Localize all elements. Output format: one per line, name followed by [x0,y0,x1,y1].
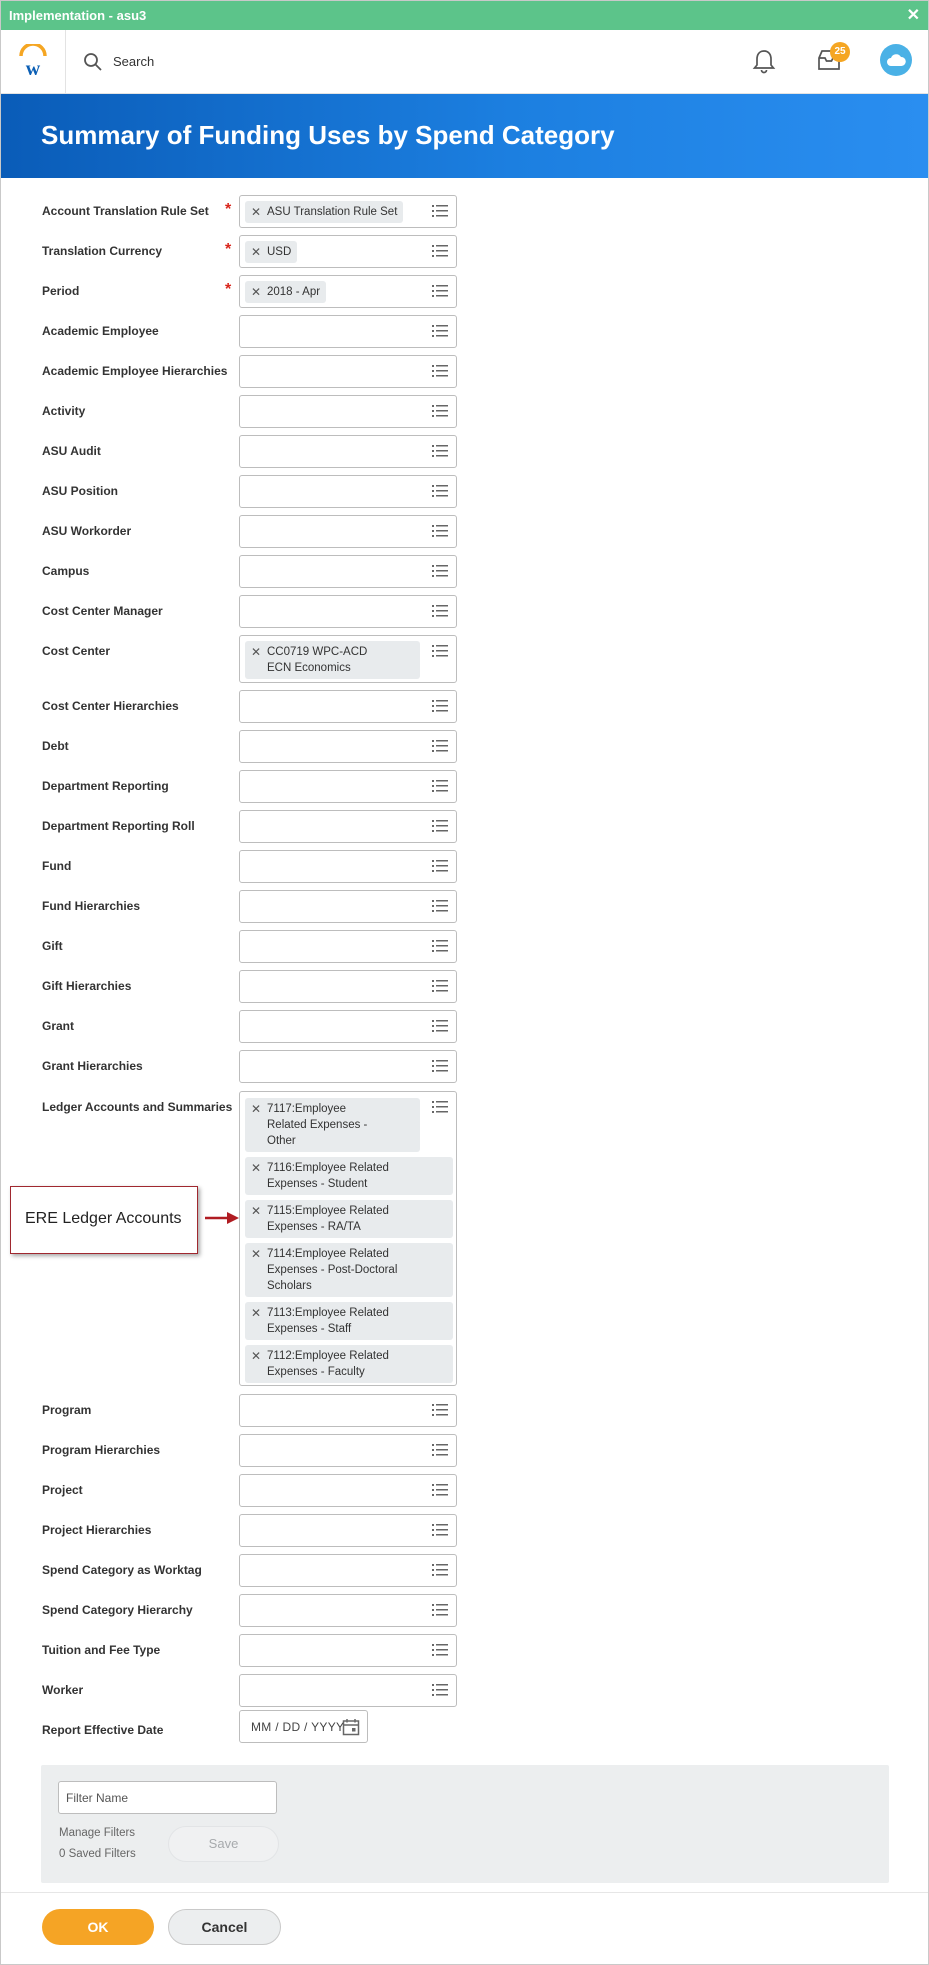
remove-icon[interactable]: ✕ [251,1247,262,1261]
academic-employee-hierarchies-field[interactable] [239,355,457,388]
list-prompt-icon[interactable] [432,700,448,712]
remove-icon[interactable]: ✕ [251,285,262,299]
pill-text: Related Expenses - [267,1119,368,1131]
label-academic-employee-hierarchies: Academic Employee Hierarchies [42,364,228,378]
list-prompt-icon[interactable] [432,645,448,657]
pill-text: 7113:Employee Related [267,1307,389,1319]
remove-icon[interactable]: ✕ [251,245,262,259]
required-marker: * [225,281,232,298]
spend-category-hierarchy-field[interactable] [239,1594,457,1627]
calendar-icon[interactable] [342,1718,360,1736]
selected-item-pill [245,1243,453,1297]
svg-text:w: w [25,58,41,78]
label-campus: Campus [42,564,90,578]
inbox-count-badge: 25 [830,42,850,62]
academic-employee-field[interactable] [239,315,457,348]
list-prompt-icon[interactable] [432,820,448,832]
selected-item-pill [245,641,420,679]
pill-text: Scholars [267,1280,312,1292]
asu-position-field[interactable] [239,475,457,508]
pill-text: 7116:Employee Related [267,1162,389,1174]
label-department-reporting: Department Reporting [42,779,169,793]
program-field[interactable] [239,1394,457,1427]
fund-hierarchies-field[interactable] [239,890,457,923]
asu-workorder-field[interactable] [239,515,457,548]
label-project-hierarchies: Project Hierarchies [42,1523,152,1537]
remove-icon[interactable]: ✕ [251,645,262,659]
pill-text: 2018 - Apr [267,286,321,298]
label-spend-category-as-worktag: Spend Category as Worktag [42,1563,202,1577]
label-activity: Activity [42,404,86,418]
list-prompt-icon[interactable] [432,1020,448,1032]
saved-filters-count: 0 Saved Filters [59,1848,136,1860]
list-prompt-icon[interactable] [432,1060,448,1072]
list-prompt-icon[interactable] [432,1684,448,1696]
list-prompt-icon[interactable] [432,525,448,537]
remove-icon[interactable]: ✕ [251,1306,262,1320]
date-placeholder: MM / DD / YYYY [251,1720,345,1734]
list-prompt-icon[interactable] [432,285,448,297]
department-reporting-field[interactable] [239,770,457,803]
annotation-callout [10,1186,198,1254]
list-prompt-icon[interactable] [432,940,448,952]
save-filter-button[interactable]: Save [168,1826,279,1862]
project-hierarchies-field[interactable] [239,1514,457,1547]
filter-panel [41,1765,889,1883]
report-effective-date-input[interactable] [239,1710,368,1743]
window-title: Implementation - asu3 [9,8,147,23]
label-fund: Fund [42,859,72,873]
list-prompt-icon[interactable] [432,1524,448,1536]
label-worker: Worker [42,1683,84,1697]
list-prompt-icon[interactable] [432,485,448,497]
page-title: Summary of Funding Uses by Spend Category [41,120,615,150]
pill-text: Expenses - Post-Doctoral [267,1264,398,1276]
label-cost-center-hierarchies: Cost Center Hierarchies [42,699,179,713]
footer-divider [1,1892,928,1893]
top-navigation-bar [1,30,928,94]
label-account-translation-rule-set: Account Translation Rule Set [42,204,209,218]
label-gift: Gift [42,939,63,953]
selected-item-pill [245,241,297,263]
list-prompt-icon[interactable] [432,780,448,792]
remove-icon[interactable]: ✕ [251,1349,262,1363]
label-cost-center-manager: Cost Center Manager [42,604,163,618]
account-translation-rule-set-field[interactable] [239,195,457,228]
workday-logo[interactable] [1,30,66,93]
pill-text: 7114:Employee Related [267,1248,389,1260]
activity-field[interactable] [239,395,457,428]
remove-icon[interactable]: ✕ [251,1102,262,1116]
list-prompt-icon[interactable] [432,365,448,377]
cost-center-hierarchies-field[interactable] [239,690,457,723]
filter-name-placeholder: Filter Name [66,1791,129,1805]
list-prompt-icon[interactable] [432,1444,448,1456]
pill-text: 7115:Employee Related [267,1205,389,1217]
callout-text: ERE Ledger Accounts [25,1210,182,1227]
department-reporting-roll-field[interactable] [239,810,457,843]
tuition-and-fee-type-field[interactable] [239,1634,457,1667]
search-input[interactable]: Search [113,54,155,69]
program-hierarchies-field[interactable] [239,1434,457,1467]
filter-name-input[interactable] [58,1781,277,1814]
label-spend-category-hierarchy: Spend Category Hierarchy [42,1603,193,1617]
label-grant-hierarchies: Grant Hierarchies [42,1059,143,1073]
label-gift-hierarchies: Gift Hierarchies [42,979,132,993]
bell-icon[interactable] [752,48,776,74]
pill-text: USD [267,246,292,258]
list-prompt-icon[interactable] [432,245,448,257]
list-prompt-icon[interactable] [432,1404,448,1416]
list-prompt-icon[interactable] [432,565,448,577]
list-prompt-icon[interactable] [432,325,448,337]
campus-field[interactable] [239,555,457,588]
remove-icon[interactable]: ✕ [251,1204,262,1218]
pill-text: ASU Translation Rule Set [267,206,398,218]
label-translation-currency: Translation Currency [42,244,163,258]
cloud-avatar-icon[interactable] [880,44,912,76]
list-prompt-icon[interactable] [432,405,448,417]
gift-hierarchies-field[interactable] [239,970,457,1003]
label-grant: Grant [42,1019,75,1033]
close-icon[interactable]: ✕ [906,7,920,24]
selected-item-pill [245,1302,453,1340]
worker-field[interactable] [239,1674,457,1707]
debt-field[interactable] [239,730,457,763]
cost-center-manager-field[interactable] [239,595,457,628]
pill-text: ECN Economics [267,662,351,674]
cost-center-field[interactable] [239,635,457,683]
label-tuition-and-fee-type: Tuition and Fee Type [42,1643,161,1657]
label-asu-workorder: ASU Workorder [42,524,132,538]
label-debt: Debt [42,739,69,753]
label-cost-center: Cost Center [42,644,111,658]
pill-text: Expenses - Faculty [267,1366,365,1378]
pill-text: Expenses - RA/TA [267,1221,361,1233]
label-period: Period [42,284,80,298]
required-marker: * [225,241,232,258]
list-prompt-icon[interactable] [432,1484,448,1496]
list-prompt-icon[interactable] [432,445,448,457]
required-marker: * [225,201,232,218]
fund-field[interactable] [239,850,457,883]
grant-hierarchies-field[interactable] [239,1050,457,1083]
pill-text: 7112:Employee Related [267,1350,389,1362]
ok-button[interactable]: OK [42,1909,154,1945]
remove-icon[interactable]: ✕ [251,205,262,219]
label-program: Program [42,1403,92,1417]
label-fund-hierarchies: Fund Hierarchies [42,899,141,913]
list-prompt-icon[interactable] [432,980,448,992]
list-prompt-icon[interactable] [432,860,448,872]
pill-text: Expenses - Student [267,1178,368,1190]
list-prompt-icon[interactable] [432,1564,448,1576]
label-report-effective-date: Report Effective Date [42,1723,164,1737]
list-prompt-icon[interactable] [432,1101,448,1113]
label-ledger-accounts: Ledger Accounts and Summaries [42,1100,233,1114]
gift-field[interactable] [239,930,457,963]
label-asu-audit: ASU Audit [42,444,101,458]
selected-item-pill [245,1200,453,1238]
selected-item-pill [245,1098,420,1152]
translation-currency-field[interactable] [239,235,457,268]
red-arrow-icon [205,1211,239,1225]
label-department-reporting-roll: Department Reporting Roll [42,819,195,833]
ledger-accounts-field[interactable] [239,1091,457,1386]
label-project: Project [42,1483,83,1497]
label-academic-employee: Academic Employee [42,324,159,338]
search-icon[interactable] [83,52,103,72]
project-field[interactable] [239,1474,457,1507]
list-prompt-icon[interactable] [432,1644,448,1656]
list-prompt-icon[interactable] [432,605,448,617]
label-program-hierarchies: Program Hierarchies [42,1443,161,1457]
workday-logo-icon [15,44,51,78]
pill-text: 7117:Employee [267,1103,347,1115]
spend-category-as-worktag-field[interactable] [239,1554,457,1587]
grant-field[interactable] [239,1010,457,1043]
pill-text: Other [267,1135,296,1147]
manage-filters-link[interactable]: Manage Filters [59,1827,136,1839]
title-bar [1,1,928,30]
asu-audit-field[interactable] [239,435,457,468]
list-prompt-icon[interactable] [432,1604,448,1616]
pill-text: CC0719 WPC-ACD [267,646,368,658]
selected-item-pill [245,1157,453,1195]
list-prompt-icon[interactable] [432,205,448,217]
label-asu-position: ASU Position [42,484,119,498]
selected-item-pill [245,1345,453,1383]
selected-item-pill [245,201,403,223]
page-header [1,94,928,178]
cancel-button[interactable]: Cancel [168,1909,281,1945]
period-field[interactable] [239,275,457,308]
remove-icon[interactable]: ✕ [251,1161,262,1175]
list-prompt-icon[interactable] [432,900,448,912]
list-prompt-icon[interactable] [432,740,448,752]
selected-item-pill [245,281,326,303]
pill-text: Expenses - Staff [267,1323,352,1335]
